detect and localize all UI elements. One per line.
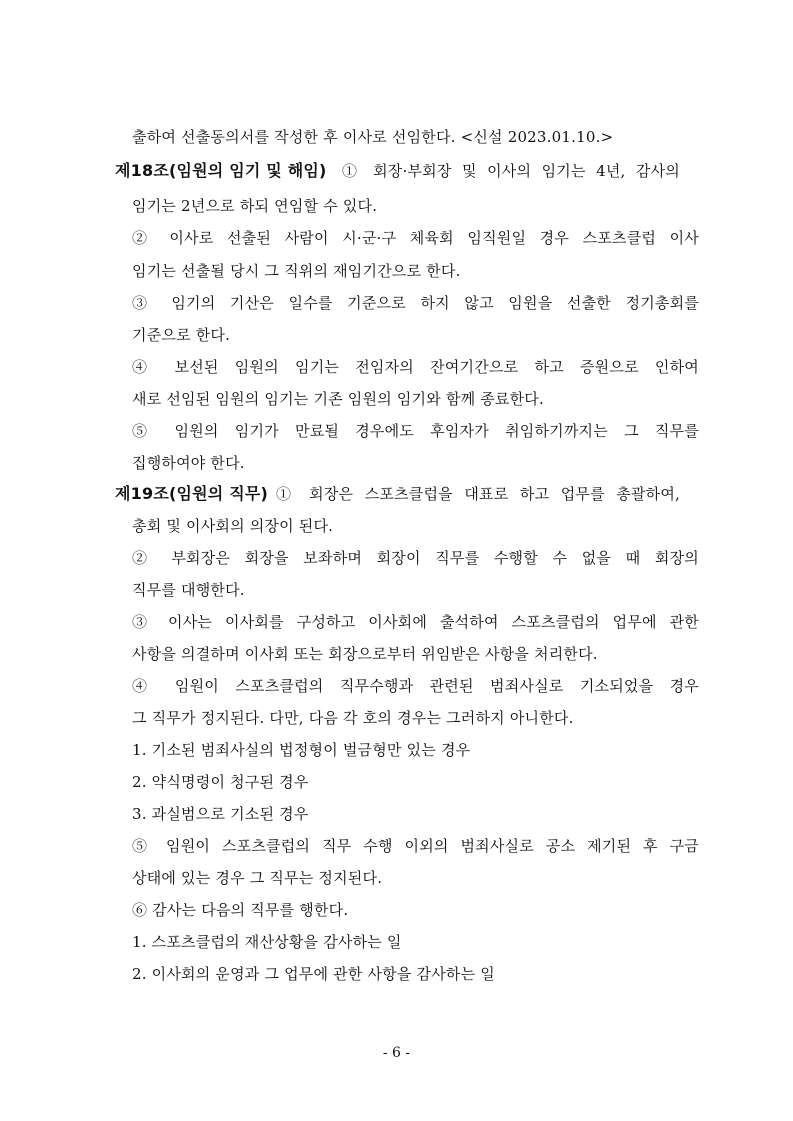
text-line: ③ 이사는 이사회를 구성하고 이사회에 출석하여 스포츠클럽의 업무에 관한 <box>132 613 699 631</box>
article-18-heading: 제18조(임원의 임기 및 해임) <box>115 161 327 180</box>
text-line: ④ 보선된 임원의 임기는 전임자의 잔여기간으로 하고 증원으로 인하여 <box>132 358 699 376</box>
text-line: 사항을 의결하며 이사회 또는 회장으로부터 위임받은 사항을 처리한다. <box>132 645 598 663</box>
text-line: ④ 임원이 스포츠클럽의 직무수행과 관련된 범죄사실로 기소되었을 경우 <box>132 677 699 695</box>
text-line: ② 부회장은 회장을 보좌하며 회장이 직무를 수행할 수 없을 때 회장의 <box>132 549 699 567</box>
text-line: ⑤ 임원이 스포츠클럽의 직무 수행 이외의 범죄사실로 공소 제기된 후 구금 <box>132 837 699 855</box>
list-item: 2. 약식명령이 청구된 경우 <box>132 773 309 791</box>
list-item: 2. 이사회의 운영과 그 업무에 관한 사항을 감사하는 일 <box>132 965 495 983</box>
page-number: - 6 - <box>382 1045 411 1061</box>
list-item: 3. 과실범으로 기소된 경우 <box>132 805 309 823</box>
text-line: 총회 및 이사회의 의장이 된다. <box>132 517 334 535</box>
text-line: 집행하여야 한다. <box>132 454 245 472</box>
text-line: 상태에 있는 경우 그 직무는 정지된다. <box>132 869 383 887</box>
text-line: ② 이사로 선출된 사람이 시·군·구 체육회 임직원일 경우 스포츠클럽 이사 <box>132 229 699 247</box>
text-line: ① 회장은 스포츠클럽을 대표로 하고 업무를 총괄하여, <box>276 485 680 503</box>
text-line: 출하여 선출동의서를 작성한 후 이사로 선임한다. <신설 2023.01.10.> <box>132 128 614 146</box>
text-line: ③ 임기의 기산은 일수를 기준으로 하지 않고 임원을 선출한 정기총회를 <box>132 294 699 312</box>
text-line: ⑥ 감사는 다음의 직무를 행한다. <box>132 901 349 919</box>
list-item: 1. 스포츠클럽의 재산상황을 감사하는 일 <box>132 933 402 951</box>
list-item: 1. 기소된 범죄사실의 법정형이 벌금형만 있는 경우 <box>132 741 471 759</box>
text-line: ⑤ 임원의 임기가 만료될 경우에도 후임자가 취임하기까지는 그 직무를 <box>132 422 699 440</box>
text-line: 임기는 2년으로 하되 연임할 수 있다. <box>132 197 378 215</box>
text-line: 그 직무가 정지된다. 다만, 다음 각 호의 경우는 그러하지 아니한다. <box>132 709 574 727</box>
text-line: ① 회장·부회장 및 이사의 임기는 4년, 감사의 <box>342 162 680 180</box>
article-19-heading: 제19조(임원의 직무) <box>115 484 269 503</box>
text-line: 새로 선임된 임원의 임기는 기존 임원의 임기와 함께 종료한다. <box>132 390 544 408</box>
text-line: 직무를 대행한다. <box>132 581 245 599</box>
text-line: 기준으로 한다. <box>132 326 231 344</box>
text-line: 임기는 선출될 당시 그 직위의 재임기간으로 한다. <box>132 262 461 280</box>
